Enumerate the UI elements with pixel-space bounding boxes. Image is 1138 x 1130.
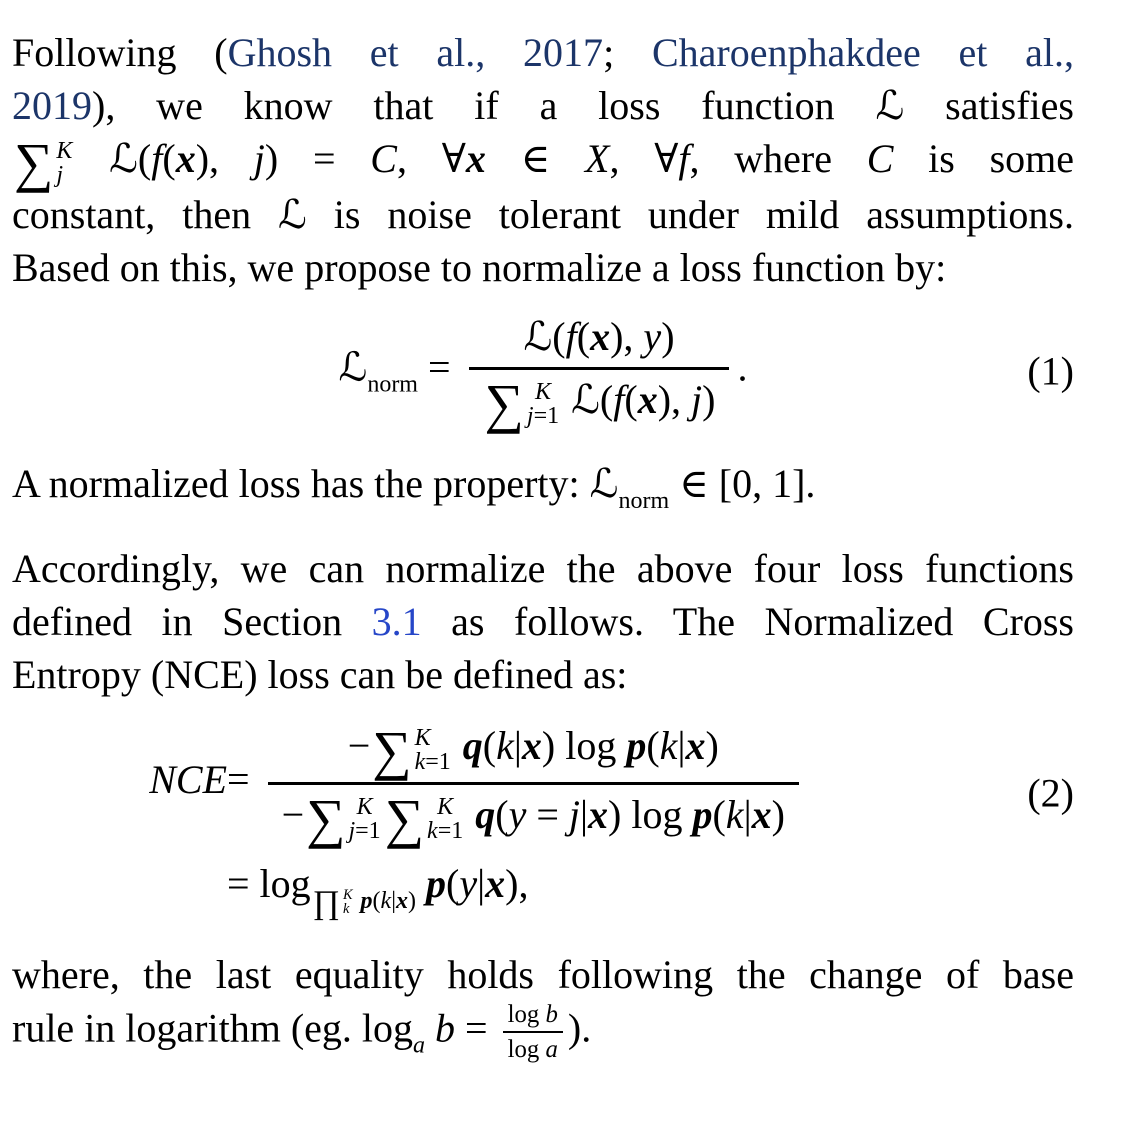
- text-run: [416, 861, 426, 906]
- upper-script: [415, 726, 451, 750]
- text-run: ): [705, 723, 719, 769]
- text-run: (: [712, 792, 726, 838]
- big-operator: [312, 883, 353, 921]
- text-run: b: [435, 1005, 456, 1051]
- text-run: |: [391, 887, 397, 914]
- text-run: NCE: [149, 756, 227, 802]
- fraction: [503, 1001, 563, 1064]
- text-run: ),: [610, 313, 644, 359]
- text-run: j: [348, 818, 356, 845]
- text-run: ).: [567, 1005, 592, 1051]
- text-line-inline-math: [12, 132, 1075, 194]
- upper-script: [343, 888, 353, 902]
- text-run: =: [227, 756, 260, 802]
- text-run: (: [372, 887, 381, 914]
- text-run: p: [426, 861, 447, 907]
- text-run: q: [475, 792, 496, 838]
- text-run: (: [495, 792, 509, 838]
- upper-script: [56, 139, 72, 163]
- text-run: norm: [367, 371, 418, 398]
- text-run: x: [175, 136, 196, 181]
- text-run: ∈: [485, 136, 586, 181]
- text-run: −: [281, 792, 305, 838]
- text-run: j: [526, 402, 534, 429]
- text-run: =: [417, 344, 461, 390]
- text-run: ℒ: [338, 344, 368, 390]
- text-run: p: [692, 792, 713, 838]
- text-run: x: [485, 861, 506, 907]
- operator-scripts: [340, 887, 353, 918]
- text-run: ) =: [264, 136, 371, 181]
- text-run: as follows. The Normalized Cross: [421, 599, 1074, 645]
- text-run: =1: [425, 749, 451, 776]
- text-line: [12, 542, 1074, 595]
- text-run: where, the last equality holds following the change of base: [12, 951, 1074, 997]
- text-run: norm: [618, 487, 670, 514]
- text-run: |: [743, 792, 752, 838]
- text-run: k: [725, 792, 744, 838]
- text-run: ℒ(: [523, 313, 566, 359]
- text-run: |: [513, 723, 522, 769]
- operator-scripts: [424, 794, 463, 844]
- text-run: ): [771, 792, 785, 838]
- text-run: f: [678, 136, 690, 181]
- lower-script: [56, 163, 72, 187]
- text-run: K: [342, 886, 353, 903]
- text-run: x: [521, 723, 542, 769]
- text-run: |: [477, 861, 486, 907]
- text-run: , ∀: [396, 136, 466, 181]
- text-run: ),: [657, 376, 692, 422]
- operator-scripts: [524, 379, 559, 429]
- text-line: [12, 948, 1074, 1001]
- text-run: j: [253, 136, 265, 181]
- text-run: ), we know that if a loss function: [92, 83, 876, 128]
- text-run: ∈ [0, 1].: [669, 460, 816, 506]
- text-run: ℒ: [278, 191, 307, 237]
- text-run: (: [646, 723, 660, 769]
- text-line: [12, 188, 1074, 241]
- text-run: −: [347, 723, 371, 769]
- text-run: (: [624, 376, 638, 422]
- text-run: x: [637, 376, 658, 422]
- text-run: j: [56, 161, 64, 188]
- big-operator: [384, 788, 464, 850]
- property-line: [12, 457, 1074, 513]
- equation-2-row-1: [12, 719, 1074, 850]
- equation-1-number: (1): [1027, 348, 1074, 394]
- equation-2-number: (2): [1027, 770, 1074, 816]
- equation-2-row-2: [12, 860, 1074, 921]
- operator-glyph: ∑: [14, 132, 54, 194]
- operator-scripts: [412, 725, 451, 775]
- operator-glyph: ∏: [312, 883, 340, 921]
- equation-1-body: [338, 312, 748, 434]
- text-run: x: [588, 792, 609, 838]
- text-line: [12, 595, 1074, 648]
- text-run: ℒ(: [561, 376, 614, 422]
- operator-scripts: [53, 138, 72, 188]
- text-run: p: [360, 887, 373, 914]
- text-run: |: [580, 792, 589, 838]
- text-run: k: [414, 749, 426, 776]
- text-run: =1: [533, 402, 560, 429]
- operator-glyph: ∑: [372, 719, 412, 781]
- text-run: j: [691, 376, 703, 422]
- text-run: [453, 723, 463, 768]
- equation-1: [12, 312, 1074, 434]
- text-run: x: [751, 792, 772, 838]
- upper-script: [527, 380, 559, 404]
- text-line: [12, 648, 1074, 701]
- equation-2-row-2-body: [227, 860, 529, 921]
- paragraph-2: [12, 542, 1074, 701]
- text-run: , where: [689, 136, 867, 181]
- text-run: q: [462, 723, 483, 769]
- text-run: (: [446, 861, 460, 907]
- text-run: , ∀: [609, 136, 679, 181]
- text-run: a: [413, 1031, 426, 1058]
- text-run: satisfies: [904, 83, 1074, 128]
- text-run: ): [702, 376, 716, 422]
- text-run: constant, then: [12, 191, 279, 237]
- text-run: f: [565, 313, 577, 359]
- text-run: A normalized loss has the property:: [12, 460, 590, 506]
- text-run: ),: [195, 136, 254, 181]
- text-run: x: [685, 723, 706, 769]
- fraction-numerator: [334, 721, 733, 782]
- text-run: ),: [505, 861, 529, 907]
- text-run: log: [507, 1000, 546, 1028]
- text-run: x: [465, 136, 486, 181]
- section-ref-link[interactable]: 3.1: [371, 599, 422, 645]
- text-run: Following (: [12, 30, 228, 75]
- text-run: j: [568, 792, 581, 838]
- text-run: [465, 792, 475, 837]
- text-line: [12, 26, 1074, 79]
- subscript: [413, 1032, 425, 1058]
- lower-script: [427, 819, 463, 843]
- text-run: is some: [893, 136, 1075, 181]
- subscript: [618, 487, 669, 513]
- fraction-denominator: [503, 1031, 563, 1063]
- text-run: = log: [227, 861, 311, 907]
- text-run: =: [526, 792, 569, 838]
- text-run: b: [545, 1000, 558, 1028]
- text-run: [425, 1005, 435, 1050]
- big-operator: [14, 132, 73, 194]
- text-run: p: [626, 723, 647, 769]
- lower-script: [348, 819, 380, 843]
- fraction-denominator: [268, 782, 799, 850]
- operator-glyph: ∑: [306, 788, 346, 850]
- text-run: ) log: [541, 723, 627, 769]
- text-run: ) log: [608, 792, 693, 838]
- big-operator: [372, 719, 451, 781]
- subscript: [367, 371, 418, 397]
- text-run: .: [737, 344, 748, 390]
- paragraph-1: [12, 26, 1074, 294]
- fraction: [469, 312, 730, 434]
- text-run: (: [162, 136, 176, 181]
- subscript: [311, 883, 417, 921]
- paragraph-3: [12, 948, 1074, 1064]
- text-run: defined in Section: [12, 599, 372, 645]
- fraction-numerator: [503, 1001, 563, 1031]
- text-run: ): [408, 887, 417, 914]
- text-run: =1: [355, 818, 381, 845]
- text-run: K: [356, 794, 373, 821]
- text-run: Entropy (NCE) loss can be defined as:: [12, 652, 628, 698]
- text-run: K: [437, 794, 454, 821]
- text-run: k: [496, 723, 514, 769]
- text-run: |: [677, 723, 686, 769]
- big-operator: [484, 372, 560, 434]
- text-run: k: [659, 723, 678, 769]
- citation-link[interactable]: Ghosh et al., 2017: [227, 30, 604, 75]
- upper-script: [427, 795, 463, 819]
- text-run: k: [380, 887, 392, 914]
- lower-script: [415, 750, 451, 774]
- text-run: K: [56, 137, 73, 164]
- operator-scripts: [345, 794, 380, 844]
- text-run: log: [507, 1036, 546, 1063]
- text-run: K: [534, 378, 551, 405]
- text-run: rule in logarithm (eg. log: [12, 1005, 414, 1051]
- text-run: ℒ: [589, 460, 619, 506]
- text-run: Based on this, we propose to normalize a loss function by:: [12, 244, 947, 290]
- text-run: y: [508, 792, 527, 838]
- text-run: C: [866, 136, 894, 181]
- text-run: ): [661, 313, 675, 359]
- text-run: f: [613, 376, 625, 422]
- citation-link[interactable]: 2019: [12, 83, 92, 128]
- text-run: y: [459, 861, 478, 907]
- text-run: Accordingly, we can normalize the above four loss functions: [12, 546, 1074, 592]
- text-run: ;: [603, 30, 652, 75]
- text-run: k: [342, 901, 350, 918]
- text-run: ℒ: [875, 83, 905, 128]
- text-run: x: [396, 887, 409, 914]
- text-line: [12, 79, 1074, 132]
- upper-script: [348, 795, 380, 819]
- text-run: =1: [437, 818, 464, 845]
- lower-script: [527, 404, 559, 428]
- text-run: (: [482, 723, 497, 769]
- equation-2: [12, 719, 1074, 921]
- fraction-denominator: [469, 367, 730, 434]
- operator-glyph: ∑: [384, 788, 425, 850]
- big-operator: [306, 788, 381, 850]
- lower-script: [343, 902, 353, 916]
- text-run: x: [590, 313, 611, 359]
- text-run: ℒ(: [74, 136, 152, 181]
- text-run: K: [414, 725, 431, 752]
- text-run: X: [585, 136, 610, 181]
- equation-2-lhs: [12, 756, 227, 803]
- text-line-inline-math: [12, 1001, 1074, 1064]
- equation-2-row-1-body: [227, 719, 807, 850]
- text-run: k: [427, 818, 438, 845]
- operator-glyph: ∑: [484, 372, 524, 434]
- text-run: is noise tolerant under mild assumptions.: [306, 191, 1074, 237]
- text-run: =: [455, 1005, 498, 1051]
- fraction-numerator: [510, 312, 689, 367]
- citation-link[interactable]: Charoenphakdee et al.,: [651, 30, 1074, 75]
- text-run: C: [370, 136, 397, 181]
- text-run: y: [643, 313, 662, 359]
- text-line: [12, 241, 1074, 294]
- text-run: a: [545, 1036, 558, 1063]
- fraction: [268, 719, 799, 850]
- text-run: f: [151, 136, 163, 181]
- text-run: (: [576, 313, 591, 359]
